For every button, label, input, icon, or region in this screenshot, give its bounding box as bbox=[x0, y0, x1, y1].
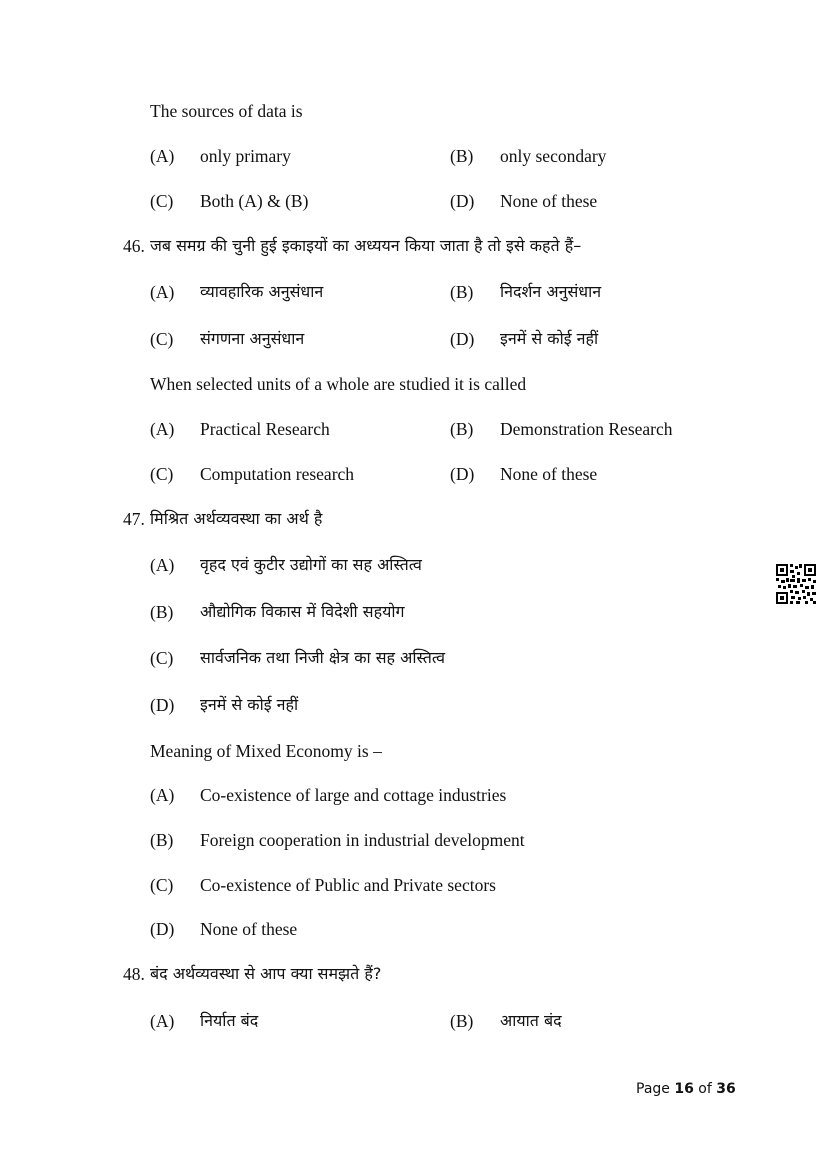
q48-option-b-hindi: आयात बंद bbox=[500, 1011, 562, 1030]
q46-d-label-hindi: (D) bbox=[450, 329, 475, 349]
q45-stem: The sources of data is bbox=[150, 101, 303, 121]
q46-option-d-hindi: इनमें से कोई नहीं bbox=[500, 329, 599, 348]
q47-option-d-hindi: इनमें से कोई नहीं bbox=[200, 695, 299, 714]
q47-d-label-hindi: (D) bbox=[150, 695, 175, 715]
q47-option-d-english: None of these bbox=[200, 919, 298, 939]
q47-a-label-english: (A) bbox=[150, 785, 175, 805]
q45-option-b: only secondary bbox=[500, 146, 607, 166]
q45-option-a: only primary bbox=[200, 146, 291, 166]
q45-a-label: (A) bbox=[150, 146, 175, 166]
footer-of: of bbox=[698, 1081, 712, 1097]
q47-stem-hindi: मिश्रित अर्थव्यवस्था का अर्थ है bbox=[150, 509, 323, 528]
q45-d-label: (D) bbox=[450, 191, 475, 211]
q48-a-label-hindi: (A) bbox=[150, 1011, 175, 1031]
q47-b-label-hindi: (B) bbox=[150, 602, 174, 622]
q46-option-d-english: None of these bbox=[500, 464, 598, 484]
q47-option-b-english: Foreign cooperation in industrial development bbox=[200, 830, 525, 850]
q46-option-b-hindi: निदर्शन अनुसंधान bbox=[500, 282, 602, 301]
q47-a-label-hindi: (A) bbox=[150, 555, 175, 575]
q46-a-label-english: (A) bbox=[150, 419, 175, 439]
q48-number: 48. bbox=[123, 964, 145, 984]
q47-d-label-english: (D) bbox=[150, 919, 175, 939]
q48-option-a-hindi: निर्यात बंद bbox=[200, 1011, 259, 1030]
q46-option-a-hindi: व्यावहारिक अनुसंधान bbox=[200, 282, 324, 301]
q47-number: 47. bbox=[123, 509, 145, 529]
q45-option-d: None of these bbox=[500, 191, 598, 211]
footer-current-page: 16 bbox=[674, 1081, 694, 1097]
q45-b-label: (B) bbox=[450, 146, 474, 166]
q46-option-c-english: Computation research bbox=[200, 464, 355, 484]
q46-stem-english: When selected units of a whole are studied it is called bbox=[150, 374, 527, 394]
q46-number: 46. bbox=[123, 236, 145, 256]
page-number-footer bbox=[636, 1079, 736, 1099]
q46-c-label-english: (C) bbox=[150, 464, 174, 484]
q47-option-c-hindi: सार्वजनिक तथा निजी क्षेत्र का सह अस्तित्व bbox=[200, 648, 445, 667]
q47-c-label-english: (C) bbox=[150, 875, 174, 895]
q47-b-label-english: (B) bbox=[150, 830, 174, 850]
q46-c-label-hindi: (C) bbox=[150, 329, 174, 349]
q46-d-label-english: (D) bbox=[450, 464, 475, 484]
q46-b-label-english: (B) bbox=[450, 419, 474, 439]
q48-b-label-hindi: (B) bbox=[450, 1011, 474, 1031]
q47-stem-english: Meaning of Mixed Economy is – bbox=[150, 741, 382, 761]
q46-option-a-english: Practical Research bbox=[200, 419, 330, 439]
q47-option-c-english: Co-existence of Public and Private sectors bbox=[200, 875, 496, 895]
q46-a-label-hindi: (A) bbox=[150, 282, 175, 302]
q46-option-b-english: Demonstration Research bbox=[500, 419, 673, 439]
footer-total-pages: 36 bbox=[716, 1081, 736, 1097]
q47-option-a-hindi: वृहद एवं कुटीर उद्योगों का सह अस्तित्व bbox=[200, 555, 422, 574]
q48-stem-hindi: बंद अर्थव्यवस्था से आप क्या समझते हैं? bbox=[150, 964, 382, 983]
q47-option-a-english: Co-existence of large and cottage industries bbox=[200, 785, 507, 805]
qr-code-icon bbox=[776, 564, 816, 604]
q47-c-label-hindi: (C) bbox=[150, 648, 174, 668]
footer-page-prefix: Page bbox=[636, 1081, 670, 1097]
q46-b-label-hindi: (B) bbox=[450, 282, 474, 302]
q47-option-b-hindi: औद्योगिक विकास में विदेशी सहयोग bbox=[200, 602, 405, 621]
q45-c-label: (C) bbox=[150, 191, 174, 211]
q46-stem-hindi: जब समग्र की चुनी हुई इकाइयों का अध्ययन किया जाता है तो इसे कहते हैं– bbox=[150, 236, 582, 255]
q46-option-c-hindi: संगणना अनुसंधान bbox=[200, 329, 305, 348]
q45-option-c: Both (A) & (B) bbox=[200, 191, 309, 211]
